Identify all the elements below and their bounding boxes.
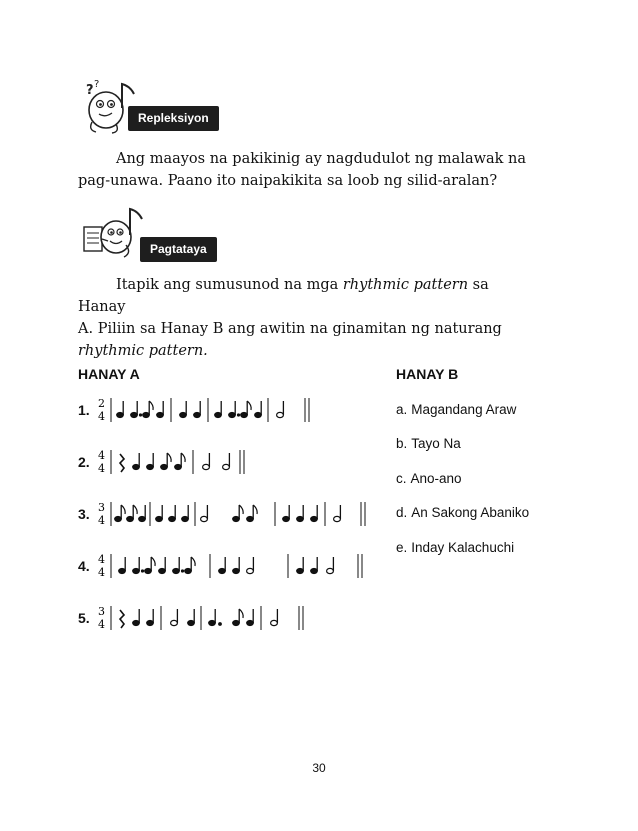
reflection-prompt-rest: pag-unawa. Paano ito naipakikita sa loob ng silid-aralan? <box>78 173 498 189</box>
time-signature-top: 4 <box>98 449 105 462</box>
instr-line1-em: rhythmic pattern <box>342 277 469 293</box>
time-signature-top: 2 <box>98 397 105 410</box>
time-signature-bottom: 4 <box>98 566 105 579</box>
time-signature-bottom: 4 <box>98 514 105 527</box>
choice-letter: b. <box>396 436 408 451</box>
pattern-3-symbols <box>111 502 365 526</box>
rhythm-pattern-1 <box>94 392 394 432</box>
item-number: 4. <box>78 558 90 574</box>
hanay-b-choice <box>396 471 462 486</box>
pattern-5-symbols <box>111 606 303 630</box>
hanay-b-choice <box>396 505 529 520</box>
reflection-prompt <box>78 148 538 192</box>
instr-line2: A. Piliin sa Hanay B ang awitin na ginamitan ng naturang <box>78 321 502 337</box>
rhythm-pattern-2 <box>94 444 394 484</box>
choice-text: An Sakong Abaniko <box>411 505 530 520</box>
time-signature-bottom: 4 <box>98 410 105 423</box>
hanay-b-choice <box>396 402 516 417</box>
instr-line1-end: sa Hanay <box>78 277 489 315</box>
assessment-instructions <box>78 274 538 362</box>
rhythm-pattern-3 <box>94 496 394 536</box>
hanay-a-title: HANAY A <box>78 366 140 382</box>
item-number: 5. <box>78 610 90 626</box>
choice-letter: e. <box>396 540 408 555</box>
time-signature-top: 3 <box>98 501 105 514</box>
time-signature-top: 4 <box>98 553 105 566</box>
page-number: 30 <box>312 761 326 775</box>
svg-text:?: ? <box>86 83 94 98</box>
item-number: 1. <box>78 402 90 418</box>
item-number: 2. <box>78 454 90 470</box>
svg-text:?: ? <box>94 79 100 90</box>
hanay-b-choice <box>396 540 514 555</box>
choice-text: Inday Kalachuchi <box>411 540 515 555</box>
time-signature-top: 3 <box>98 605 105 618</box>
choice-letter: d. <box>396 505 408 520</box>
choice-text: Ano-ano <box>410 471 462 486</box>
choice-text: Tayo Na <box>411 436 461 451</box>
pattern-2-symbols <box>111 450 244 474</box>
reflection-prompt-lead: Ang maayos na pakikinig ay nagdudulot ng malawak na <box>116 151 527 167</box>
choice-letter: c. <box>396 471 407 486</box>
rhythm-pattern-4 <box>94 548 394 588</box>
music-note-mascot-checklist-icon <box>82 205 146 263</box>
choice-letter: a. <box>396 402 408 417</box>
reflection-label: Repleksiyon <box>128 106 219 131</box>
time-signature-bottom: 4 <box>98 618 105 631</box>
instr-line3-em: rhythmic pattern. <box>78 343 208 359</box>
item-number: 3. <box>78 506 90 522</box>
pattern-1-symbols <box>111 398 309 422</box>
choice-text: Magandang Araw <box>411 402 517 417</box>
instr-line1: Itapik ang sumusunod na mga <box>116 277 343 293</box>
assessment-label: Pagtataya <box>140 237 217 262</box>
hanay-b-choice <box>396 436 461 451</box>
pattern-4-symbols <box>111 554 362 578</box>
rhythm-pattern-5 <box>94 600 394 640</box>
time-signature-bottom: 4 <box>98 462 105 475</box>
hanay-b-title: HANAY B <box>396 366 459 382</box>
